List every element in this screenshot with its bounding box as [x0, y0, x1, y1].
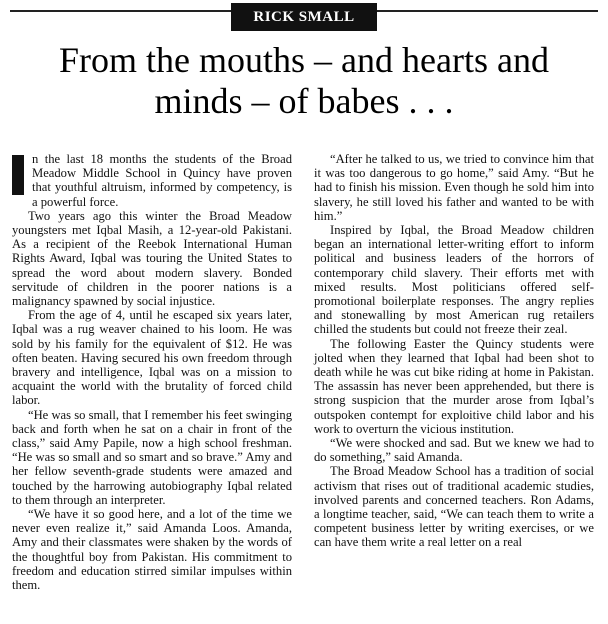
paragraph-text: n the last 18 months the students of the Broad Meadow Middle School in Quincy have proven that youthful altruism, informed by competency, is a powerful force.: [32, 152, 292, 209]
dropcap: [12, 155, 24, 195]
paragraph: “We were shocked and sad. But we knew we had to do something,” said Amanda.: [314, 436, 594, 465]
paragraph: “After he talked to us, we tried to convince him that it was too dangerous to go home,” said Amy. “But he had to finish his mission. Even though he sold him into slavery, he still loved his father and wanted to be with him.”: [314, 152, 594, 223]
paragraph: The following Easter the Quincy students were jolted when they learned that Iqbal had been shot to death while he was cut bike riding at home in Pakistan. The assassin has never been apprehended, but there is strong suspicion that the murder arose from Iqbal’s outspoken contempt for exploitive child labor and his work to overturn the vicious institution.: [314, 336, 594, 436]
column-label: RICK SMALL: [231, 3, 377, 31]
right-column: [314, 152, 594, 550]
paragraph: Inspired by Iqbal, the Broad Meadow children began an international letter-writing effort to inform political and business leaders of the horrors of contemporary child slavery. Their efforts met with mixed results. Most politicians offered self-promotional boilerplate responses. The angry replies and stonewalling by most American rug retailers chilled the students but could not freeze their zeal.: [314, 223, 594, 337]
paragraph: The Broad Meadow School has a tradition of social activism that rises out of traditional academic studies, involved parents and concerned teachers. Ron Adams, a longtime teacher, said, “We can teach them to write a competent business letter by writing exercises, or we can have them write a real letter on a real: [314, 464, 594, 550]
paragraph: “We have it so good here, and a lot of the time we never even realize it,” said Amanda Loos. Amanda, Amy and their classmates were shaken by the words of the thoughtful boy from Pakistan. His commitment to freedom and education stirred similar impulses within them.: [12, 507, 292, 593]
left-column: [12, 152, 292, 592]
paragraph: From the age of 4, until he escaped six years later, Iqbal was a rug weaver chained to his loom. He was sold by his family for the equivalent of $12. He was often beaten. Having secured his own freedom through bravery and intelligence, Iqbal was on a mission to acquaint the world with the brutality of forced child labor.: [12, 308, 292, 408]
paragraph: [12, 152, 292, 209]
paragraph: Two years ago this winter the Broad Meadow youngsters met Iqbal Masih, a 12-year-old Pakistani. As a recipient of the Reebok International Human Rights Award, Iqbal was touring the United States to spread the word about modern slavery. Bonded servitude of children in the poorer nations is a malignancy spawned by social injustice.: [12, 208, 292, 309]
headline: From the mouths – and hearts and minds – of babes . . .: [59, 40, 549, 121]
paragraph: “He was so small, that I remember his feet swinging back and forth when he sat on a chair in front of the class,” said Amy Papile, now a high school freshman. “He was so small and so smart and so brave.” Amy and her fellow seventh-grade students were amazed and touched by the harrowing autobiography Iqbal related to them through an interpreter.: [12, 407, 292, 507]
